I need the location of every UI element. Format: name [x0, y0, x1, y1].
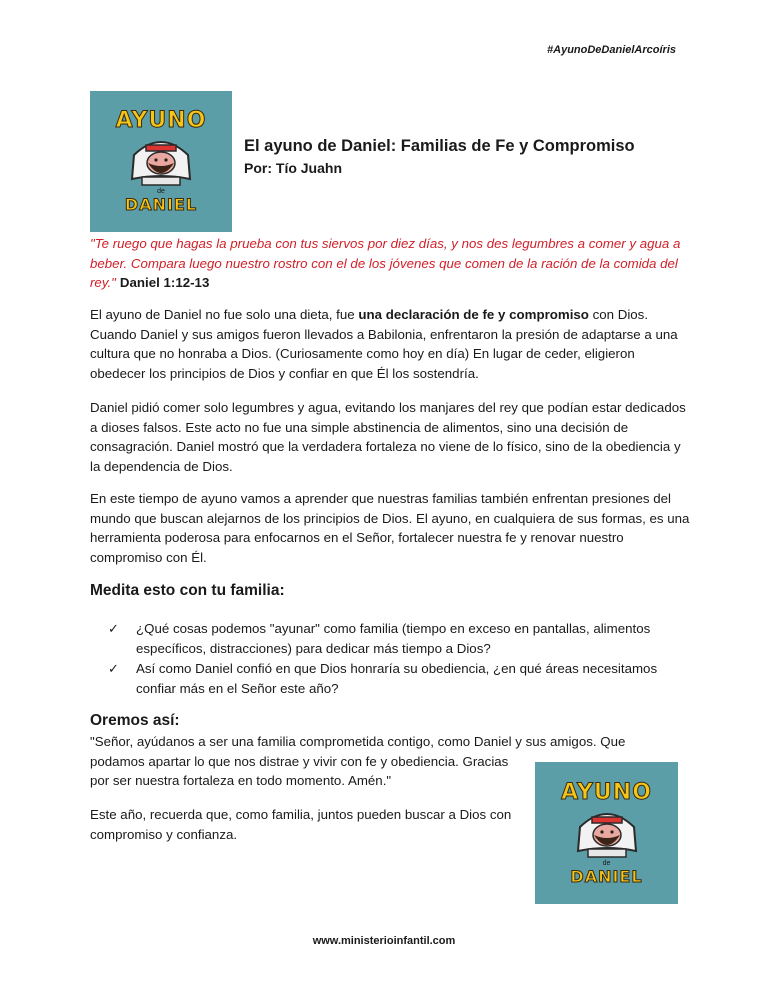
list-item-text: ¿Qué cosas podemos "ayunar" como familia (tiempo en exceso en pantallas, alimentos específicos, distracciones) para dedicar más tiempo a Dios? — [136, 621, 651, 656]
closing-line: compromiso y confianza. — [90, 826, 238, 842]
meditate-heading — [90, 581, 285, 601]
paragraph-legumbres: Daniel pidió comer solo legumbres y agua, evitando los manjares del rey que podían estar dedicados a dioses falsos. Este acto no fue una simple abstinencia de alimentos, sino una decisión de consagración. Daniel mostró que la verdadera fortaleza no viene de lo físico, sino de la obediencia y la dependencia de Dios. — [90, 400, 686, 474]
title-block — [244, 136, 635, 177]
hashtag: #AyunoDeDanielArcoíris — [547, 44, 676, 56]
ayuno-de-daniel-logo-bottom — [535, 762, 678, 904]
paragraph-intro-start: El ayuno de Daniel no fue solo una dieta, fue — [90, 307, 359, 322]
logo-word-de: de — [157, 188, 165, 195]
daniel-face-icon — [570, 805, 644, 859]
closing-text — [90, 805, 530, 844]
daniel-face-icon — [124, 133, 198, 187]
meditate-list — [108, 619, 688, 699]
checkmark-icon: ✓ — [108, 661, 119, 676]
logo-word-de: de — [602, 859, 611, 867]
page-title: El ayuno de Daniel: Familias de Fe y Compromiso — [244, 137, 635, 155]
meditate-heading-text: Medita esto con tu familia — [90, 582, 280, 599]
pray-heading: Oremos así: — [90, 712, 180, 729]
checkmark-icon: ✓ — [108, 621, 119, 636]
paragraph-familias: En este tiempo de ayuno vamos a aprender que nuestras familias también enfrentan presiones del mundo que buscan alejarnos de los principios de Dios. El ayuno, en cualquiera de sus formas, es una herramienta poderosa para enfocarnos en el Señor, fortalecer nuestra fe y renovar nuestro compromiso con Él. — [90, 491, 690, 565]
prayer-line: por ser nuestra fortaleza en todo momento. Amén." — [90, 773, 392, 788]
paragraph-intro-end: con Dios. Cuando Daniel y sus amigos fueron llevados a Babilonia, enfrentaron la presión de adaptarse a una cultura que no honraba a Dios. (Curiosamente como hoy en día) En lugar de ceder, eligieron obedecer los principios de Dios y confiar en que Él los sostendría. — [90, 307, 678, 381]
ayuno-de-daniel-logo — [90, 91, 232, 232]
prayer-line: podamos apartar lo que nos distrae y vivir con fe y obediencia. Gracias — [90, 753, 509, 769]
paragraph-intro — [90, 305, 690, 383]
author-line: Por: Tío Juahn — [244, 160, 342, 176]
closing-line: Este año, recuerda que, como familia, juntos pueden buscar a Dios con — [90, 807, 512, 822]
meditate-heading-colon: : — [279, 582, 285, 599]
list-item — [108, 619, 688, 658]
quote-text: "Te ruego que hagas la prueba con tus siervos por diez días, y nos des legumbres a comer y agua a beber. Compara luego nuestro rostro con el de los jóvenes que comen de la ración de la comida del rey." — [90, 236, 681, 290]
scripture-quote — [90, 234, 690, 293]
logo-word-daniel: DANIEL — [570, 866, 643, 886]
logo-word-daniel: DANIEL — [124, 195, 198, 214]
logo-word-ayuno: AYUNO — [561, 779, 652, 805]
quote-reference: Daniel 1:12-13 — [119, 275, 210, 290]
logo-word-ayuno: AYUNO — [115, 108, 207, 133]
footer-website: www.ministerioinfantil.com — [312, 935, 456, 947]
paragraph-intro-bold: una declaración de fe y compromiso — [358, 307, 589, 322]
list-item-text: Así como Daniel confió en que Dios honraría su obediencia, ¿en qué áreas necesitamos confiar más en el Señor este año? — [136, 661, 658, 696]
prayer-line: "Señor, ayúdanos a ser una familia comprometida contigo, como Daniel y sus amigos. Que — [90, 734, 626, 749]
list-item — [108, 659, 688, 698]
